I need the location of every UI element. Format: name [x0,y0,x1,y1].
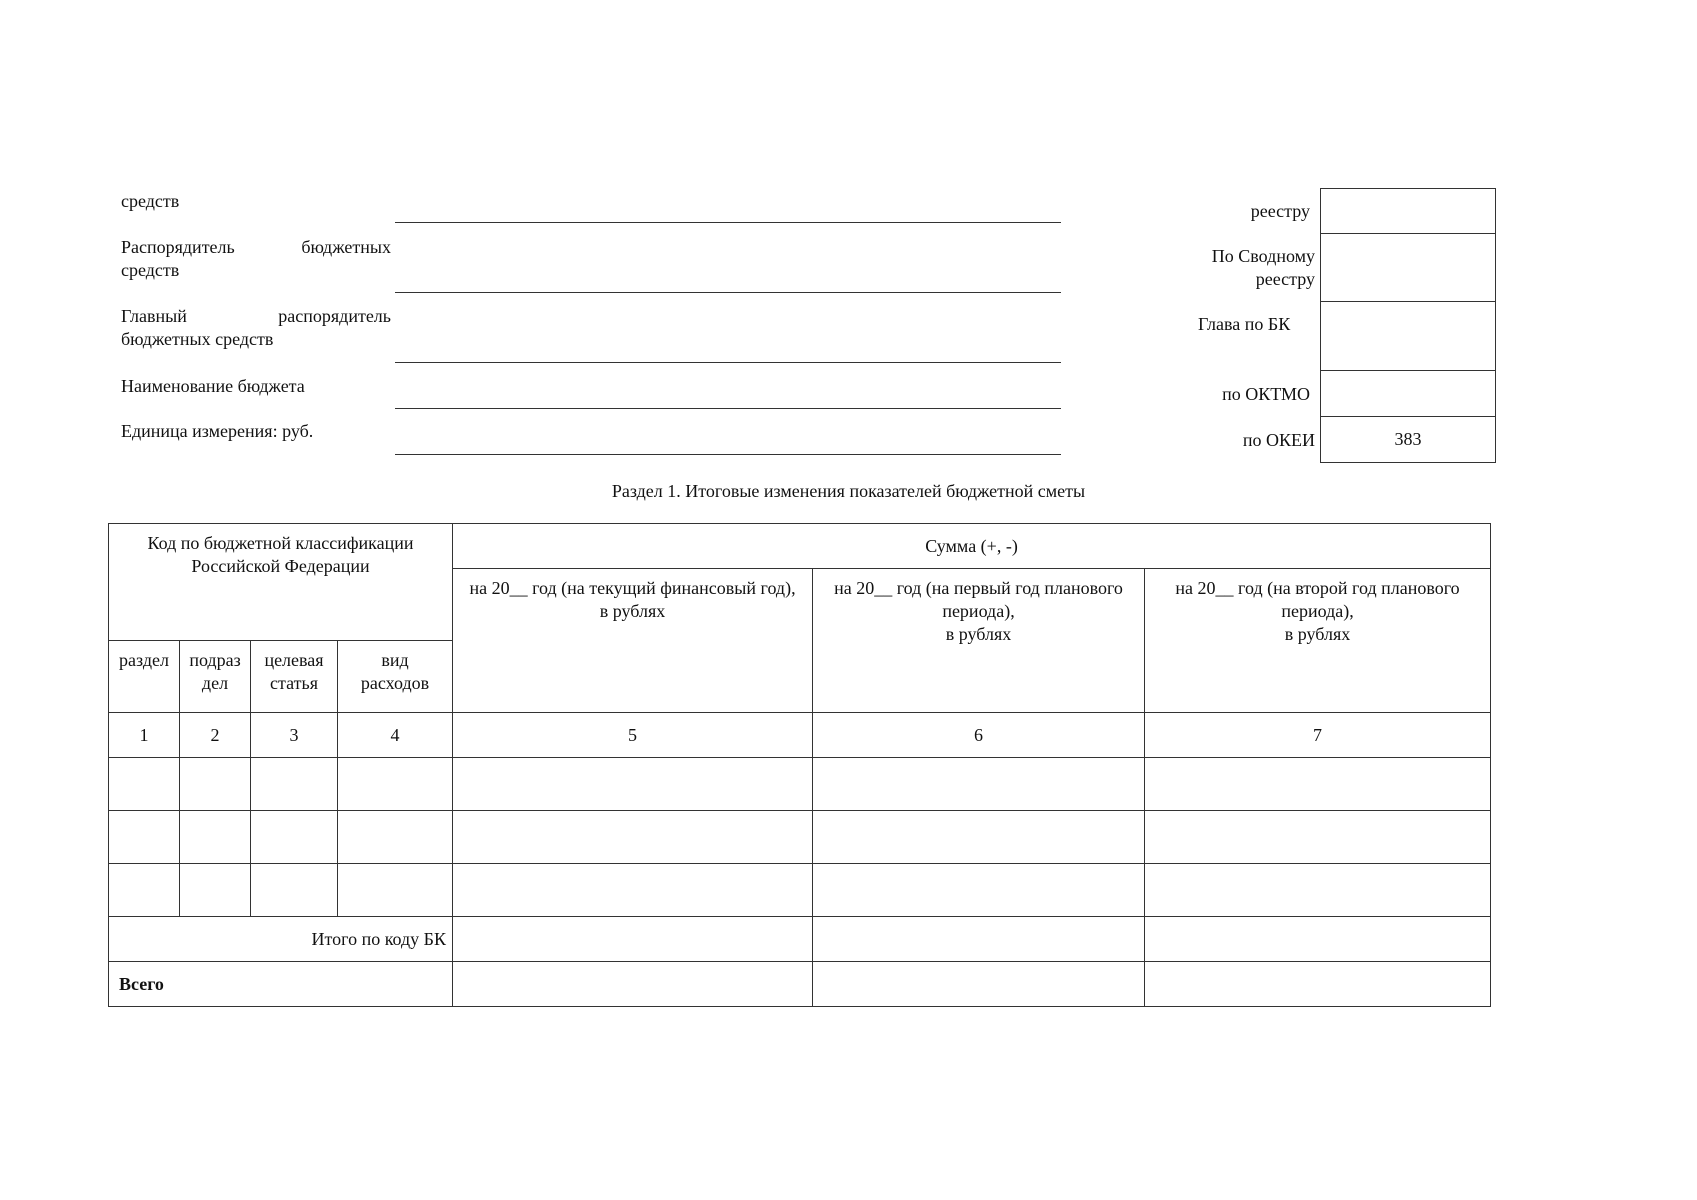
code-label-bk-chapter: Глава по БК [1198,314,1291,334]
header-year-first-plan: на 20__ год (на первый год планового периода), в рублях [813,569,1145,713]
col-number-2: 2 [180,713,251,758]
label-chief-manager-word2: распорядитель [278,306,391,326]
total-by-bk-cell-first-plan[interactable] [813,917,1145,962]
header-year-current: на 20__ год (на текущий финансовый год), в рублях [453,569,813,713]
code-label-summary-registry: По Сводному реестру [1211,246,1315,289]
codes-table [1320,188,1496,463]
label-funds [121,190,391,213]
code-cell-summary-registry[interactable] [1321,234,1496,302]
label-chief-manager-word1: Главный [121,306,187,326]
label-budget-name-text: Наименование бюджета [121,376,305,396]
label-funds-text: средств [121,191,180,211]
total-by-bk-cell-current[interactable] [453,917,813,962]
grand-total-label: Всего [109,962,453,1007]
header-target-article: целевая статья [251,641,338,713]
code-cell-oktmo[interactable] [1321,371,1496,417]
label-budget-manager [121,236,391,282]
code-cell-okei[interactable]: 383 [1321,417,1496,463]
underline-chief-manager[interactable] [395,362,1061,363]
table-cell[interactable] [109,758,180,811]
code-label-registry: реестру [1250,201,1310,221]
table-cell[interactable] [813,758,1145,811]
section-title: Раздел 1. Итоговые изменения показателей бюджетной сметы [611,481,1086,501]
table-cell[interactable] [251,811,338,864]
grand-total-row [109,962,1491,1007]
table-cell[interactable] [109,811,180,864]
total-by-bk-label: Итого по коду БК [109,917,453,962]
grand-total-cell-first-plan[interactable] [813,962,1145,1007]
grand-total-cell-current[interactable] [453,962,813,1007]
col-number-4: 4 [338,713,453,758]
table-cell[interactable] [813,864,1145,917]
grand-total-cell-second-plan[interactable] [1145,962,1491,1007]
total-by-bk-cell-second-plan[interactable] [1145,917,1491,962]
col-number-7: 7 [1145,713,1491,758]
table-cell[interactable] [251,864,338,917]
label-unit-text: Единица измерения: руб. [121,421,314,441]
header-year-second-plan: на 20__ год (на второй год планового периода), в рублях [1145,569,1491,713]
label-budget-manager-word1: Распорядитель [121,237,235,257]
table-cell[interactable] [180,811,251,864]
underline-budget-name[interactable] [395,408,1061,409]
underline-unit[interactable] [395,454,1061,455]
label-budget-name [121,375,391,398]
col-number-3: 3 [251,713,338,758]
table-cell[interactable] [338,811,453,864]
code-label-okei: по ОКЕИ [1242,430,1315,450]
code-cell-registry[interactable] [1321,189,1496,234]
table-cell[interactable] [180,864,251,917]
table-row [109,864,1491,917]
label-chief-manager [121,305,391,351]
table-cell[interactable] [338,758,453,811]
table-cell[interactable] [251,758,338,811]
col-number-1: 1 [109,713,180,758]
table-row [109,811,1491,864]
underline-funds[interactable] [395,222,1061,223]
label-budget-manager-word2: бюджетных [301,237,391,257]
table-row [109,758,1491,811]
label-chief-manager-line2: бюджетных средств [121,329,274,349]
label-unit [121,420,391,443]
total-by-bk-row [109,917,1491,962]
main-table [108,523,1491,1007]
header-sum: Сумма (+, -) [453,524,1491,569]
header-section: раздел [109,641,180,713]
table-cell[interactable] [813,811,1145,864]
label-budget-manager-line2: средств [121,260,180,280]
table-cell[interactable] [1145,811,1491,864]
table-cell[interactable] [453,811,813,864]
col-number-5: 5 [453,713,813,758]
col-number-6: 6 [813,713,1145,758]
table-cell[interactable] [453,864,813,917]
header-subsection: подраз дел [180,641,251,713]
table-cell[interactable] [338,864,453,917]
table-cell[interactable] [180,758,251,811]
table-cell[interactable] [1145,758,1491,811]
code-label-oktmo: по ОКТМО [1222,384,1310,404]
table-cell[interactable] [453,758,813,811]
table-cell[interactable] [109,864,180,917]
header-bk-code: Код по бюджетной классификации Российской Федерации [109,524,453,641]
header-expense-type: вид расходов [338,641,453,713]
code-cell-bk-chapter[interactable] [1321,302,1496,371]
table-cell[interactable] [1145,864,1491,917]
underline-budget-manager[interactable] [395,292,1061,293]
